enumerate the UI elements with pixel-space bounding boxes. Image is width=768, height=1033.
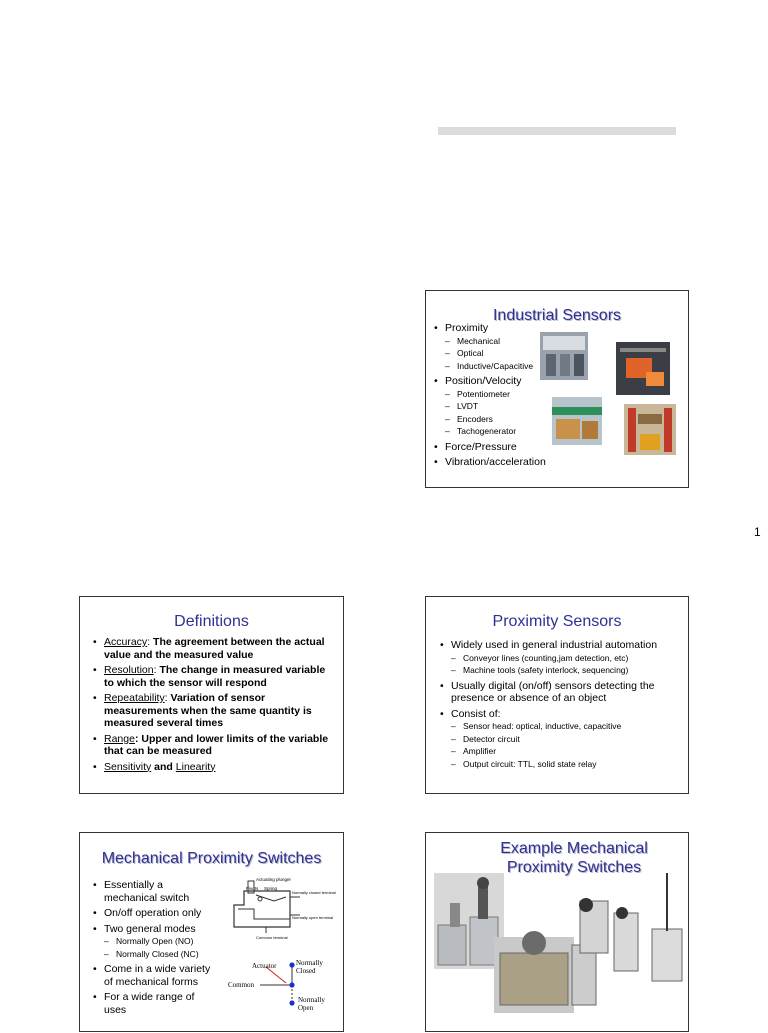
- slide-title: Proximity Sensors: [492, 613, 622, 630]
- bullet-text: Come in a wide variety of mechanical forms: [104, 963, 211, 988]
- definition-term: Linearity: [175, 760, 216, 773]
- photo-warehouse-forklift: [624, 404, 676, 455]
- definition-text: The agreement between the actual value and the measured value: [104, 636, 325, 661]
- definition-term: Sensitivity: [104, 760, 152, 773]
- schematic-label-common: Common: [228, 981, 255, 989]
- bullet-list: [93, 879, 217, 1016]
- bullet-text: For a wide range of uses: [104, 991, 195, 1016]
- sub-bullet-item: – LVDT: [445, 400, 574, 413]
- bullet-list: [440, 639, 682, 770]
- page-number: 1: [754, 525, 761, 539]
- definition-text: Upper and lower limits of the variable that can be measured: [104, 732, 329, 757]
- sub-bullet-item: – Potentiometer: [445, 388, 574, 401]
- sub-list: [451, 652, 682, 677]
- slide-title-line2: Proximity Switches: [506, 859, 642, 876]
- switch-cutaway-diagram: [226, 875, 336, 943]
- photo-conveyor-boxes: [552, 397, 602, 445]
- sub-bullet-item: – Optical: [445, 347, 574, 360]
- bullet-item: [93, 879, 217, 904]
- definition-term: Resolution: [104, 664, 154, 676]
- sub-bullet-item: – Mechanical: [445, 335, 574, 348]
- bullet-text: On/off operation only: [104, 907, 202, 919]
- definition-term: Repeatability: [104, 692, 165, 704]
- bullet-text: Two general modes: [104, 922, 196, 935]
- definition-separator: :: [147, 636, 154, 648]
- slide-title: Definitions: [174, 613, 249, 630]
- schematic-label-no: Normally Open: [298, 996, 325, 1012]
- sub-bullet-item: – Detector circuit: [451, 733, 682, 746]
- diagram-label-spring: Spring: [264, 886, 278, 891]
- bullet-item: [93, 923, 217, 961]
- bullet-text: Usually digital (on/off) sensors detecting the presence or absence of an object: [451, 679, 655, 704]
- definition-term: Range: [104, 732, 135, 745]
- schematic-label-nc: Normally Closed: [296, 959, 323, 975]
- sub-bullet-item: – Machine tools (safety interlock, sequencing): [451, 664, 682, 677]
- sub-bullet-item: – Encoders: [445, 413, 574, 426]
- bullet-text: Proximity: [445, 322, 489, 334]
- sub-bullet-item: – Output circuit: TTL, solid state relay: [451, 758, 682, 771]
- sub-bullet-item: – Normally Closed (NC): [104, 948, 217, 961]
- bullet-text: Vibration/acceleration: [445, 456, 546, 468]
- slide-example-switches: [425, 832, 689, 1032]
- photo-building-sensors: [540, 332, 588, 380]
- diagram-label-common-terminal: Common terminal: [256, 935, 288, 940]
- diagram-label-pivots: Pivots: [246, 886, 259, 891]
- schematic-label-actuator: Actuator: [252, 962, 277, 970]
- bullet-item: [93, 907, 217, 920]
- bullet-text: Consist of:: [451, 707, 501, 720]
- definition-item: [93, 664, 333, 689]
- photo-robot-cell: [616, 342, 670, 395]
- sub-bullet-item: – Conveyor lines (counting,jam detection, etc): [451, 652, 682, 665]
- definition-item: [93, 733, 333, 758]
- bullet-text: Force/Pressure: [445, 440, 517, 453]
- slide-proximity-sensors: [425, 596, 689, 794]
- diagram-label-plunger: Actuating plunger: [256, 877, 292, 882]
- bullet-item: [440, 680, 682, 705]
- bullet-item: [440, 708, 682, 771]
- definition-item: [93, 692, 333, 730]
- definition-separator: :: [164, 692, 171, 704]
- definition-conjunction: and: [151, 760, 176, 773]
- bullet-text: Widely used in general industrial automation: [451, 639, 658, 651]
- sub-bullet-item: – Inductive/Capacitive: [445, 360, 574, 373]
- diagram-label-no-terminal: Normally open terminal: [292, 915, 334, 920]
- header-bar: [438, 127, 676, 135]
- slide-definitions: [79, 596, 344, 794]
- definition-text: The change in measured variable to which the sensor will respond: [104, 664, 326, 689]
- bullet-item: [434, 456, 574, 469]
- slide-industrial-sensors: [425, 290, 689, 488]
- slide-title: Industrial Sensors: [492, 307, 622, 324]
- definition-separator: :: [134, 732, 142, 745]
- definition-item: [93, 636, 333, 661]
- bullet-item: [93, 991, 217, 1016]
- bullet-item: [440, 639, 682, 677]
- definitions-list: [93, 636, 333, 773]
- slide-mechanical-proximity-switches: [79, 832, 344, 1032]
- diagram-label-nc-terminal: Normally closed terminal: [292, 890, 336, 895]
- sub-bullet-item: – Sensor head: optical, inductive, capacitive: [451, 720, 682, 733]
- slide-title-line1: Example Mechanical: [500, 840, 648, 857]
- bullet-text: Essentially a mechanical switch: [104, 879, 190, 904]
- definition-item: [93, 761, 333, 774]
- sub-list: [451, 720, 682, 770]
- definition-separator: :: [153, 664, 160, 676]
- bullet-text: Position/Velocity: [445, 375, 522, 387]
- definition-text: Variation of sensor measurements when the same quantity is measured several times: [104, 692, 312, 729]
- sub-bullet-item: – Tachogenerator: [445, 425, 574, 438]
- slide-title: Mechanical Proximity Switches: [101, 850, 322, 867]
- bullet-item: [93, 963, 217, 988]
- photo-limit-switches: [434, 873, 684, 1015]
- sub-list: [104, 935, 217, 960]
- sub-bullet-item: – Normally Open (NO): [104, 935, 217, 948]
- sub-bullet-item: – Amplifier: [451, 745, 682, 758]
- definition-term: Accuracy: [104, 636, 148, 648]
